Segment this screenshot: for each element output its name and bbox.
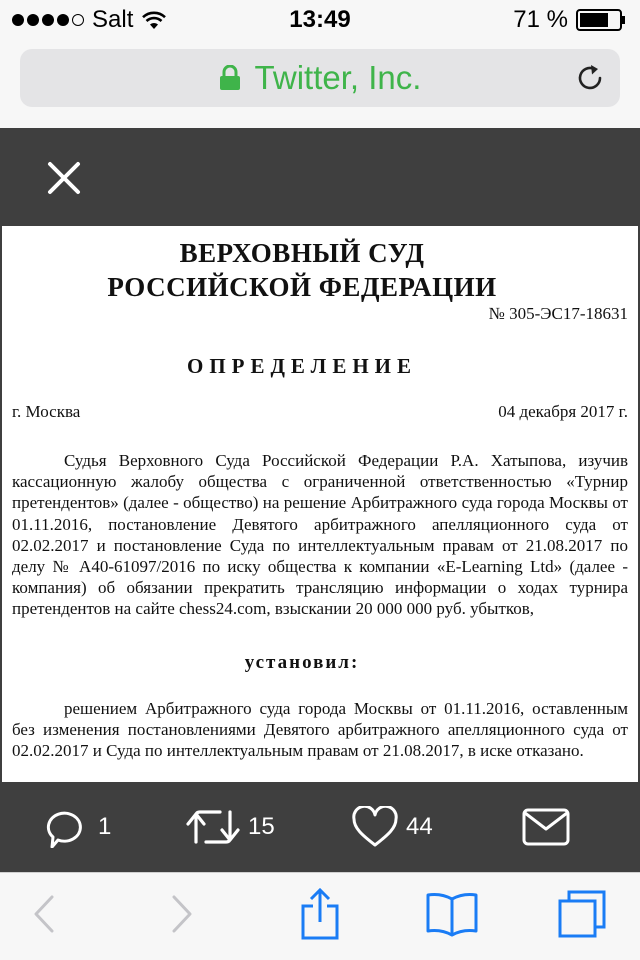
document-title: ОПРЕДЕЛЕНИЕ: [186, 354, 417, 378]
reply-icon: [44, 806, 90, 848]
tabs-button[interactable]: [552, 889, 612, 939]
section-heading: установил:: [244, 652, 360, 673]
reply-count: 1: [98, 813, 112, 840]
retweet-count: 15: [248, 813, 275, 840]
forward-button[interactable]: [162, 889, 202, 939]
tweet-actions-bar: [0, 782, 640, 872]
back-icon: [33, 895, 55, 933]
address-content: [20, 49, 620, 107]
status-right: [513, 6, 626, 34]
tabs-icon: [557, 889, 607, 939]
case-number: № 305-ЭС17-18631: [488, 304, 628, 323]
document-image[interactable]: [2, 226, 638, 782]
lock-icon: [219, 65, 241, 91]
bookmarks-button[interactable]: [422, 889, 482, 939]
browser-header: [0, 40, 640, 128]
court-name-line2: РОССИЙСКОЙ ФЕДЕРАЦИИ: [107, 272, 497, 302]
battery-percentage: 71 %: [513, 6, 568, 33]
share-icon: [300, 888, 340, 940]
site-title: Twitter, Inc.: [254, 59, 422, 96]
back-button[interactable]: [24, 889, 64, 939]
bookmarks-icon: [425, 891, 479, 937]
share-button[interactable]: [292, 889, 348, 939]
court-name: [2, 236, 602, 304]
document-city: г. Москва: [12, 402, 81, 421]
direct-message-icon: [522, 807, 570, 847]
clock: 13:49: [289, 6, 351, 33]
like-count: 44: [406, 813, 433, 840]
direct-message-button[interactable]: [522, 804, 570, 850]
document-paragraph: Судья Верховного Суда Российской Федерации Р.А. Хатыпова, изучив кассационную жалобу общества с ограниченной ответственностью «Турнир претендентов» (далее - общество) на решение Арбитражного суда города Москвы от 01.11.2016, постановление Девятого арбитражного апелляционного суда от 02.02.2017 и постановление Суда по интеллектуальным правам от 21.08.2017 по делу № А40-61097/2016 по иску общества к компании «E-Learning Ltd» (далее - компания) об обязании прекратить трансляцию информации о ходах турнира претендентов на сайте chess24.com, взыскании 20 000 000 руб. убытков,: [12, 451, 628, 619]
battery-icon: [576, 9, 626, 31]
reload-icon[interactable]: [576, 63, 606, 93]
retweet-icon: [186, 806, 240, 848]
close-icon[interactable]: [44, 158, 84, 198]
reply-button[interactable]: [44, 804, 111, 850]
court-name-line1: ВЕРХОВНЫЙ СУД: [179, 238, 425, 268]
status-bar: [0, 0, 640, 40]
address-bar[interactable]: [20, 49, 620, 107]
like-icon: [352, 806, 398, 848]
retweet-button[interactable]: [186, 804, 275, 850]
browser-toolbar: [0, 872, 640, 960]
forward-icon: [171, 895, 193, 933]
carrier-name: Salt: [92, 6, 134, 33]
document-paragraph: решением Арбитражного суда города Москвы от 01.11.2016, оставленным без изменения постановлениями Девятого арбитражного апелляционного суда от 02.02.2017 и Суда по интеллектуальным правам от 21.08.2017, в иске отказано.: [12, 699, 628, 761]
like-button[interactable]: [352, 804, 433, 850]
media-viewer-header: [0, 128, 640, 226]
document-date: 04 декабря 2017 г.: [498, 402, 628, 421]
